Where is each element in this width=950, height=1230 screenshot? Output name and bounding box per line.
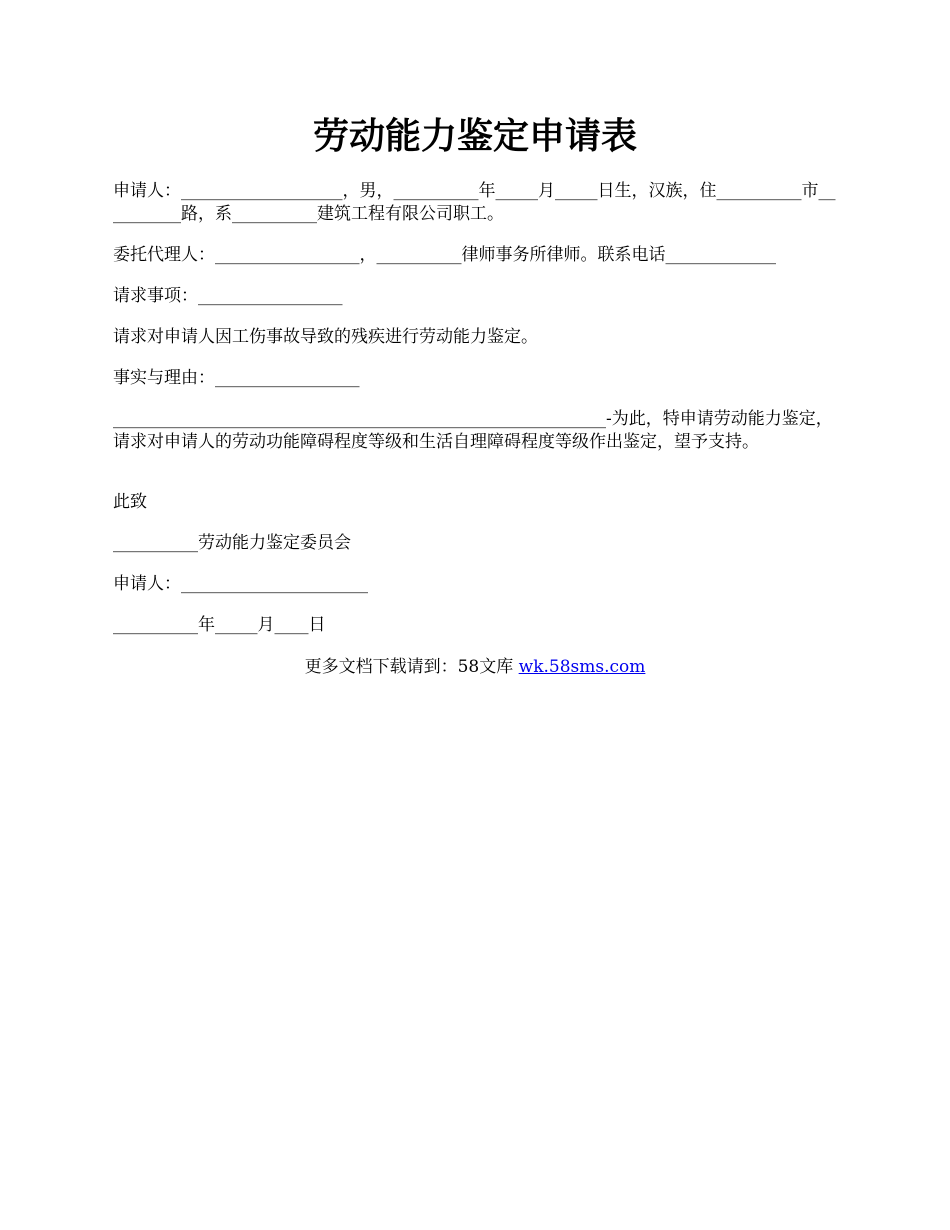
footer (0, 656, 950, 679)
document-title: 劳动能力鉴定申请表 (312, 115, 637, 157)
facts-reasons-label: 事实与理由：_________________ (113, 368, 360, 388)
agent-info-paragraph: 委托代理人：_________________，__________律师事务所律师。联系电话_____________ (113, 245, 776, 265)
facts-reasons-paragraph: __________________________________________________________-为此，特申请劳动能力鉴定，请求对申请人的劳动功能障碍程度等级和生活自理障碍程度等级作出鉴定，望予支持。 (113, 409, 833, 452)
salutation: 此致 (113, 492, 147, 512)
footer-text: 更多文档下载请到：58文库 (304, 657, 514, 677)
applicant-info-paragraph: 申请人：___________________，男，__________年_____月_____日生，汉族，住__________市__________路，系__________建筑工程有限公司职工。 (113, 181, 836, 224)
footer-link[interactable]: wk.58sms.com (518, 657, 646, 677)
signature-applicant: 申请人：______________________ (113, 574, 368, 594)
request-content-paragraph: 请求对申请人因工伤事故导致的残疾进行劳动能力鉴定。 (113, 327, 538, 347)
signature-date: __________年_____月____日 (113, 615, 326, 635)
request-items-label: 请求事项：_________________ (113, 286, 343, 306)
recipient-committee: __________劳动能力鉴定委员会 (113, 533, 351, 553)
